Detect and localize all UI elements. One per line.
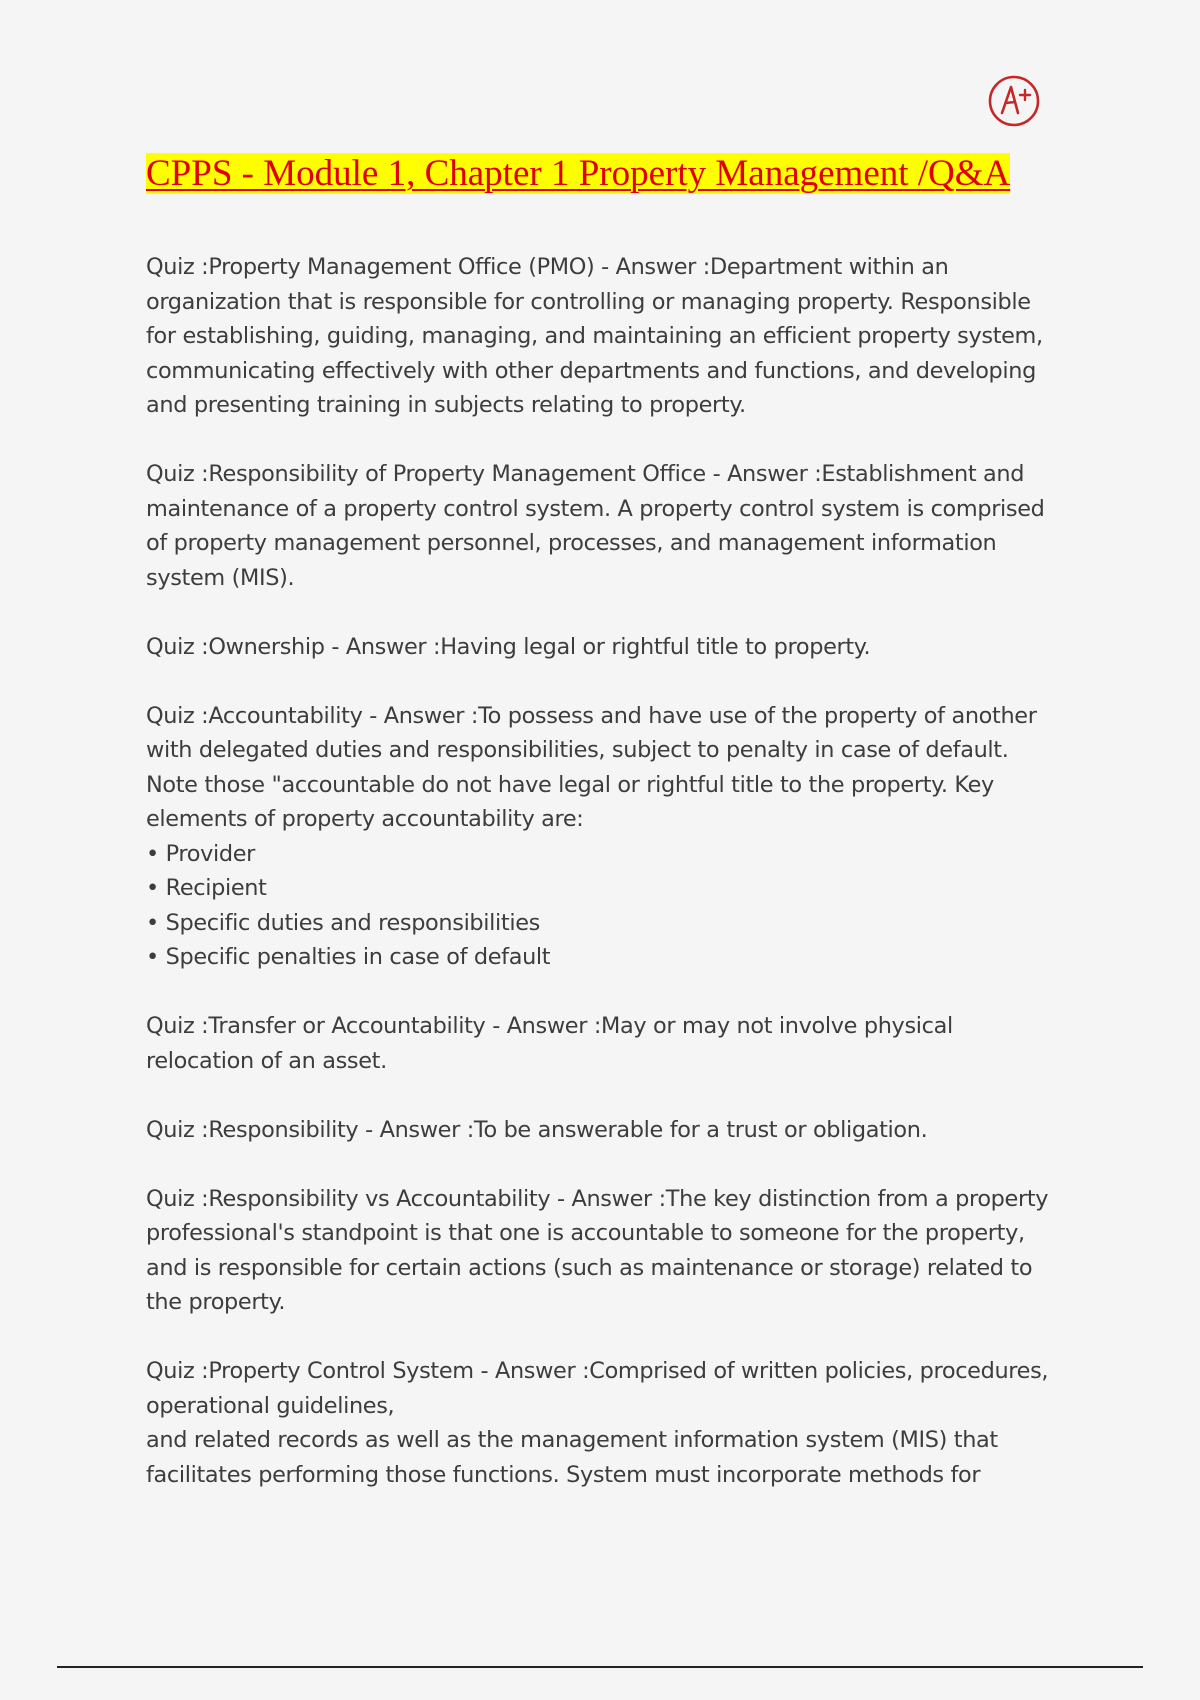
qa-text-continuation: and related records as well as the management information system (MIS) that facilitates performing those functions. System must incorporate methods for <box>146 1427 998 1488</box>
qa-bullet-item: • Specific penalties in case of default <box>146 940 1066 975</box>
qa-text: Quiz :Responsibility - Answer :To be answerable for a trust or obligation. <box>146 1116 928 1143</box>
document-title <box>146 148 1046 199</box>
qa-bullet-item: • Specific duties and responsibilities <box>146 906 1066 941</box>
qa-bullet-item: • Provider <box>146 837 1066 872</box>
qa-item <box>146 699 1066 975</box>
document-title-text: CPPS - Module 1, Chapter 1 Property Management /Q&A <box>146 153 1011 194</box>
qa-bullet-list <box>146 837 1066 975</box>
qa-item <box>146 1182 1066 1320</box>
qa-bullet-item: • Recipient <box>146 871 1066 906</box>
qa-list <box>146 250 1066 1527</box>
grade-a-plus-stamp <box>987 74 1041 128</box>
qa-text: Quiz :Accountability - Answer :To possess and have use of the property of another with delegated duties and responsibilities, subject to penalty in case of default. Note those "accountable do not have legal or rightful title to the property. Key elements of property accountability are: <box>146 702 1037 832</box>
qa-text: Quiz :Ownership - Answer :Having legal or rightful title to property. <box>146 633 871 660</box>
qa-item <box>146 1009 1066 1078</box>
qa-text: Quiz :Property Control System - Answer :Comprised of written policies, procedures, operational guidelines, <box>146 1358 1049 1419</box>
footer-divider <box>57 1666 1143 1668</box>
qa-item <box>146 457 1066 595</box>
qa-item <box>146 1113 1066 1148</box>
qa-item <box>146 1354 1066 1492</box>
qa-item <box>146 250 1066 423</box>
qa-text: Quiz :Responsibility of Property Management Office - Answer :Establishment and maintenance of a property control system. A property control system is comprised of property management personnel, processes, and management information system (MIS). <box>146 461 1045 591</box>
qa-text: Quiz :Responsibility vs Accountability - Answer :The key distinction from a property professional's standpoint is that one is accountable to someone for the property, and is responsible for certain actions (such as maintenance or storage) related to the property. <box>146 1185 1049 1315</box>
qa-text: Quiz :Property Management Office (PMO) - Answer :Department within an organization that is responsible for controlling or managing property. Responsible for establishing, guiding, managing, and maintaining an efficient property system, communicating effectively with other departments and functions, and developing and presenting training in subjects relating to property. <box>146 254 1043 418</box>
qa-text: Quiz :Transfer or Accountability - Answer :May or may not involve physical relocation of an asset. <box>146 1013 953 1074</box>
qa-item <box>146 630 1066 665</box>
